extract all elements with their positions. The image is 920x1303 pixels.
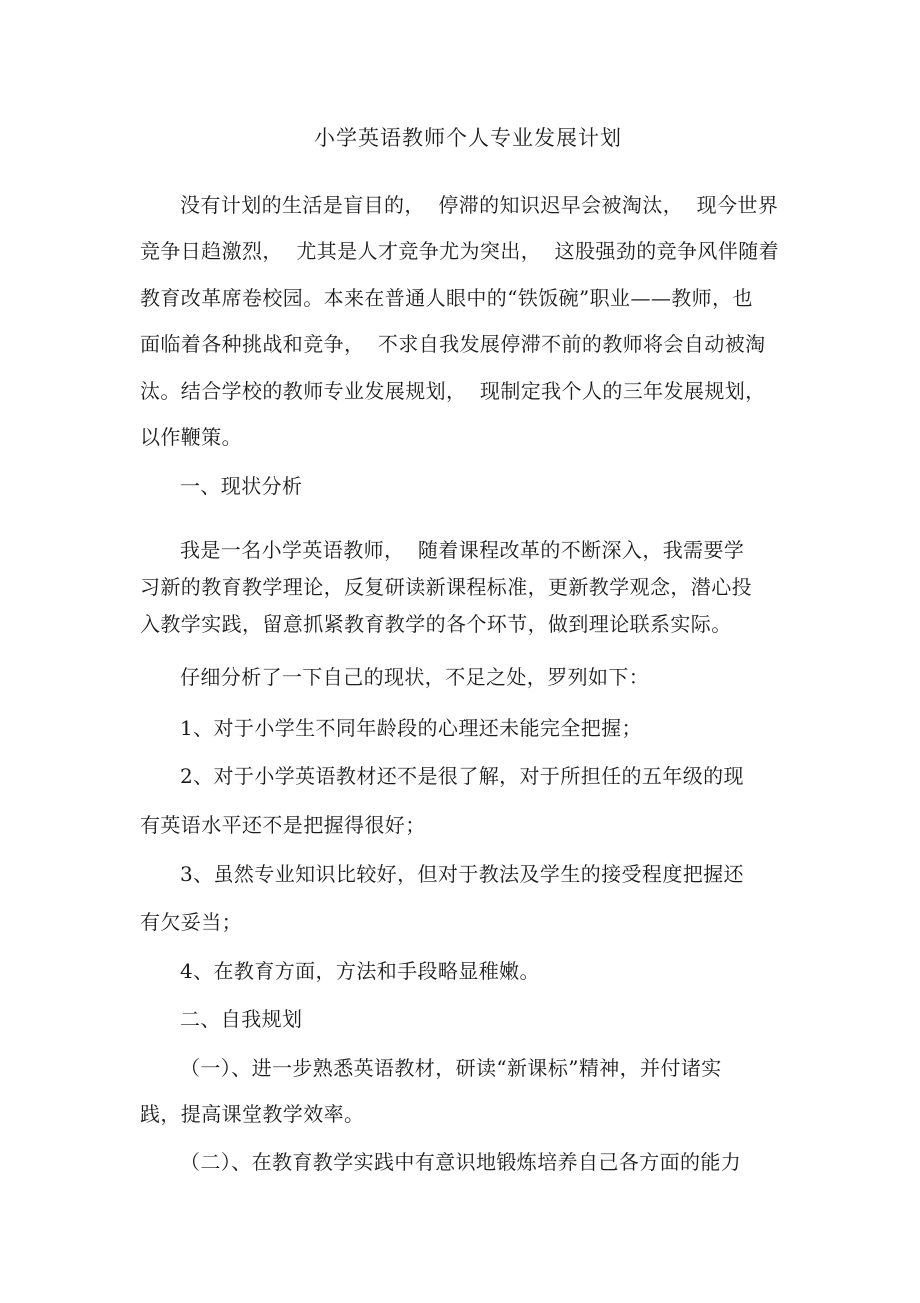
status-line-3: 入教学实践，留意抓紧教育教学的各个环节，做到理论联系实际。 (140, 612, 732, 636)
document-title: 小学英语教师个人专业发展计划 (314, 126, 622, 150)
plan-line-1: （一）、进一步熟悉英语教材，研读“新课标”精神，并付诸实 (180, 1056, 722, 1080)
plan-line-3: （二）、在教育教学实践中有意识地锻炼培养自己各方面的能力 (180, 1150, 742, 1174)
section-heading-plan: 二、自我规划 (180, 1007, 303, 1031)
intro-line-6: 以作鞭策。 (140, 425, 242, 449)
analysis-intro: 仔细分析了一下自己的现状，不足之处，罗列如下： (180, 665, 650, 689)
item-1: 1、对于小学生不同年龄段的心理还未能完全把握； (180, 716, 642, 740)
section-heading-status: 一、现状分析 (180, 474, 303, 498)
status-line-1: 我是一名小学英语教师， 随着课程改革的不断深入，我需要学 (180, 538, 745, 562)
item-4: 4、在教育方面，方法和手段略显稚嫩。 (180, 959, 540, 983)
intro-line-1: 没有计划的生活是盲目的， 停滞的知识迟早会被淘汰， 现今世界 (180, 193, 779, 217)
item-3-line-2: 有欠妥当； (140, 910, 242, 934)
status-line-2: 习新的教育教学理论，反复研读新课程标准，更新教学观念，潜心投 (140, 575, 752, 599)
intro-line-3: 教育改革席卷校园。本来在普通人眼中的“铁饭碗”职业——教师，也 (140, 286, 753, 310)
item-3-line-1: 3、虽然专业知识比较好，但对于教法及学生的接受程度把握还 (180, 862, 744, 886)
intro-line-5: 汰。结合学校的教师专业发展规划， 现制定我个人的三年发展规划， (140, 379, 766, 403)
plan-line-2: 践，提高课堂教学效率。 (140, 1102, 365, 1126)
item-2-line-1: 2、对于小学英语教材还不是很了解，对于所担任的五年级的现 (180, 764, 744, 788)
item-2-line-2: 有英语水平还不是把握得很好； (140, 813, 426, 837)
intro-line-2: 竞争日趋激烈， 尤其是人才竞争尤为突出， 这股强劲的竞争风伴随着 (140, 239, 780, 263)
intro-line-4: 面临着各种挑战和竞争， 不求自我发展停滞不前的教师将会自动被淘 (140, 332, 766, 356)
